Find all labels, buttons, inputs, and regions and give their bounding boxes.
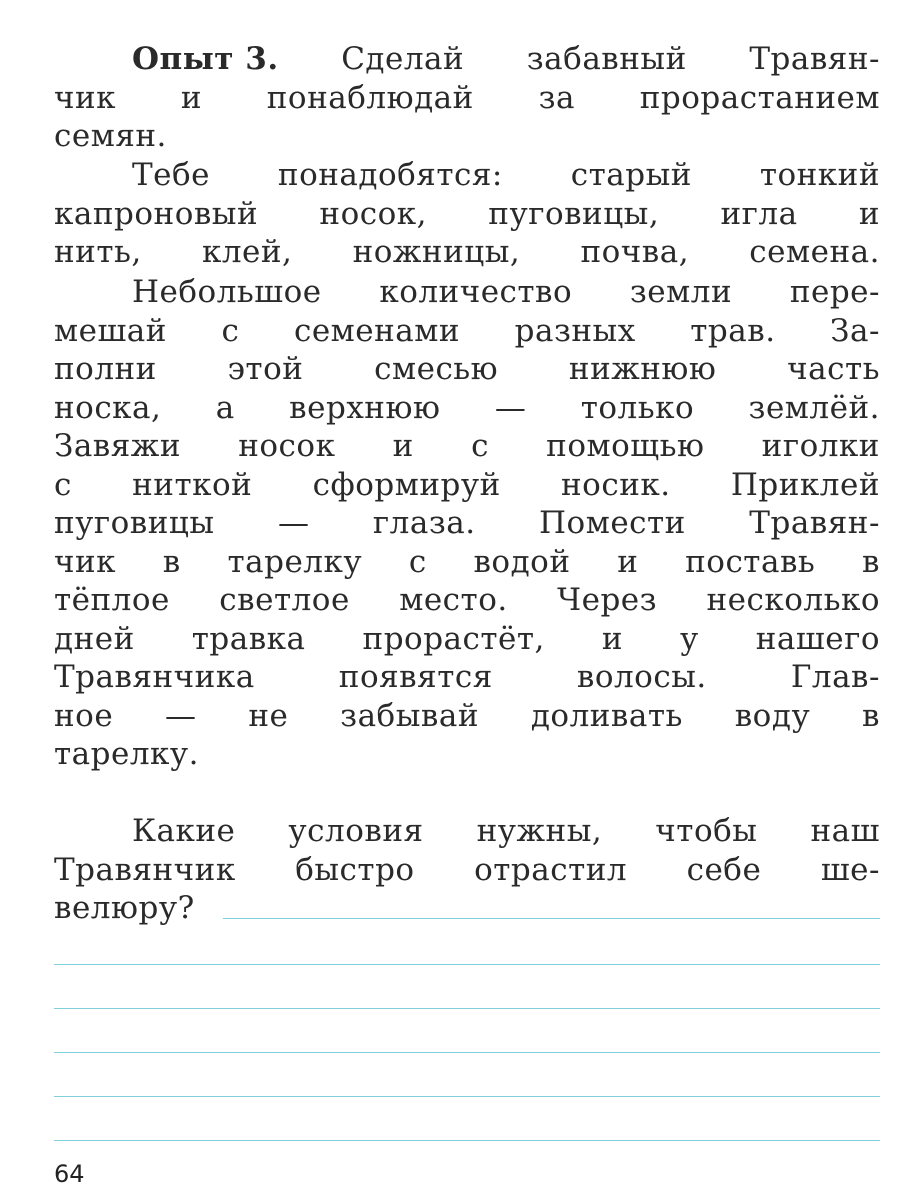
word: а bbox=[215, 389, 235, 426]
word: и bbox=[392, 428, 414, 464]
word: земли bbox=[629, 274, 733, 310]
word: и bbox=[858, 195, 880, 232]
word: условия bbox=[288, 813, 424, 849]
word: почва, bbox=[580, 234, 690, 270]
word: водой bbox=[473, 543, 571, 580]
word: землёй. bbox=[748, 389, 880, 426]
text-line bbox=[54, 543, 880, 582]
materials-paragraph bbox=[54, 156, 880, 272]
word: тонкий bbox=[759, 157, 880, 193]
word: носка, bbox=[54, 389, 162, 426]
word: носик. bbox=[561, 466, 671, 503]
word: место. bbox=[399, 582, 508, 618]
word: Приклей bbox=[730, 466, 880, 503]
word: с bbox=[471, 428, 489, 464]
word: — bbox=[165, 697, 197, 734]
word: воду bbox=[734, 697, 811, 734]
word: в bbox=[162, 543, 181, 580]
answer-line[interactable] bbox=[54, 964, 880, 965]
text-line bbox=[54, 735, 880, 774]
word: травка bbox=[191, 620, 306, 657]
word: старый bbox=[570, 157, 692, 193]
word: смесью bbox=[374, 351, 499, 387]
word: Завяжи bbox=[54, 428, 181, 464]
word: пуговицы bbox=[54, 505, 215, 541]
answer-line[interactable] bbox=[223, 918, 880, 919]
text-line bbox=[54, 812, 880, 851]
word: семенами bbox=[293, 312, 461, 349]
word: пуговицы, bbox=[488, 195, 660, 232]
word: светлое bbox=[219, 582, 350, 618]
word: в bbox=[862, 697, 880, 734]
word: часть bbox=[787, 351, 880, 387]
word: отрастил bbox=[474, 851, 628, 888]
word: капроновый bbox=[54, 195, 259, 232]
text-line bbox=[54, 658, 880, 697]
word: не bbox=[248, 697, 289, 734]
instructions-paragraph bbox=[54, 273, 880, 774]
word: появятся bbox=[338, 659, 493, 695]
word: клей, bbox=[201, 234, 293, 270]
word: в bbox=[862, 543, 880, 580]
experiment-label: Опыт 3. bbox=[132, 41, 279, 77]
word: и bbox=[617, 543, 639, 580]
text-line bbox=[54, 40, 880, 79]
word: семена. bbox=[749, 234, 880, 270]
word: несколько bbox=[706, 582, 880, 618]
word: и bbox=[601, 620, 624, 657]
word: — bbox=[277, 505, 310, 541]
text-line bbox=[54, 620, 880, 659]
word: Тебе bbox=[132, 157, 211, 193]
text-line bbox=[54, 195, 880, 234]
word: только bbox=[580, 389, 695, 426]
text-line bbox=[54, 889, 880, 928]
question-paragraph bbox=[54, 812, 880, 928]
word: Травян- bbox=[749, 505, 880, 541]
text-line bbox=[54, 156, 880, 195]
text-line bbox=[54, 312, 880, 351]
word: нужны, bbox=[476, 813, 603, 849]
word: забавный bbox=[526, 41, 687, 77]
answer-line[interactable] bbox=[54, 1140, 880, 1141]
word: Какие bbox=[132, 813, 236, 849]
word: быстро bbox=[295, 851, 415, 888]
word: за bbox=[538, 79, 575, 116]
word: и bbox=[180, 79, 202, 116]
word: тарелку. bbox=[54, 736, 199, 772]
text-line bbox=[54, 389, 880, 428]
text-line bbox=[54, 79, 880, 118]
word: себе bbox=[686, 851, 762, 888]
word: нить, bbox=[54, 234, 142, 270]
word: глаза. bbox=[372, 505, 476, 541]
word: сформируй bbox=[312, 466, 501, 503]
word: разных bbox=[514, 312, 636, 349]
word: с bbox=[408, 543, 427, 580]
text-line bbox=[54, 350, 880, 389]
text-line bbox=[54, 233, 880, 272]
word: понаблюдай bbox=[266, 79, 474, 116]
word: велюру? bbox=[54, 890, 195, 926]
answer-line[interactable] bbox=[54, 1008, 880, 1009]
word: понадобятся: bbox=[277, 157, 503, 193]
word: нашего bbox=[755, 620, 880, 657]
page-number: 64 bbox=[54, 1160, 85, 1188]
word: семян. bbox=[54, 118, 167, 154]
word: Сделай bbox=[341, 41, 465, 77]
word: забывай bbox=[340, 697, 479, 734]
word: ниткой bbox=[132, 466, 253, 503]
word: полни bbox=[54, 351, 157, 387]
word: поставь bbox=[685, 543, 816, 580]
text-line bbox=[54, 581, 880, 620]
word: ше- bbox=[820, 851, 880, 888]
word: чик bbox=[54, 79, 117, 116]
word: с bbox=[221, 312, 240, 349]
word: Глав- bbox=[790, 659, 880, 695]
word: носок, bbox=[319, 195, 428, 232]
text-line bbox=[54, 697, 880, 736]
word: у bbox=[680, 620, 699, 657]
word: Травян- bbox=[749, 41, 880, 77]
word: чтобы bbox=[655, 813, 758, 849]
text-line bbox=[54, 273, 880, 312]
word: Травянчика bbox=[54, 659, 255, 695]
text-line bbox=[54, 466, 880, 505]
answer-line[interactable] bbox=[54, 1052, 880, 1053]
word: ное bbox=[54, 697, 114, 734]
answer-line[interactable] bbox=[54, 1096, 880, 1097]
word: иголки bbox=[761, 428, 880, 464]
word: тёплое bbox=[54, 582, 170, 618]
word: этой bbox=[227, 351, 304, 387]
word: тарелку bbox=[227, 543, 363, 580]
experiment-paragraph bbox=[54, 40, 880, 156]
word: прорастёт, bbox=[362, 620, 545, 657]
word: Травянчик bbox=[54, 851, 236, 888]
text-line bbox=[54, 504, 880, 543]
word: доливать bbox=[530, 697, 683, 734]
word: ножницы, bbox=[352, 234, 521, 270]
word: количество bbox=[379, 274, 573, 310]
text-line bbox=[54, 427, 880, 466]
word: дней bbox=[54, 620, 135, 657]
word: — bbox=[494, 389, 527, 426]
word: Небольшое bbox=[132, 274, 322, 310]
text-line bbox=[54, 117, 880, 156]
word: носок bbox=[238, 428, 336, 464]
word: верхнюю bbox=[289, 389, 441, 426]
word: помощью bbox=[546, 428, 705, 464]
word: За- bbox=[830, 312, 880, 349]
word: наш bbox=[810, 813, 880, 849]
word: волосы. bbox=[576, 659, 707, 695]
text-line bbox=[54, 851, 880, 890]
word: пере- bbox=[789, 274, 880, 310]
word: игла bbox=[720, 195, 798, 232]
word: прорастанием bbox=[639, 79, 880, 116]
word: мешай bbox=[54, 312, 167, 349]
word: Через bbox=[557, 582, 658, 618]
word: нижнюю bbox=[568, 351, 717, 387]
word: Помести bbox=[539, 505, 686, 541]
word: чик bbox=[54, 543, 117, 580]
word: трав. bbox=[690, 312, 776, 349]
word: с bbox=[54, 466, 72, 503]
